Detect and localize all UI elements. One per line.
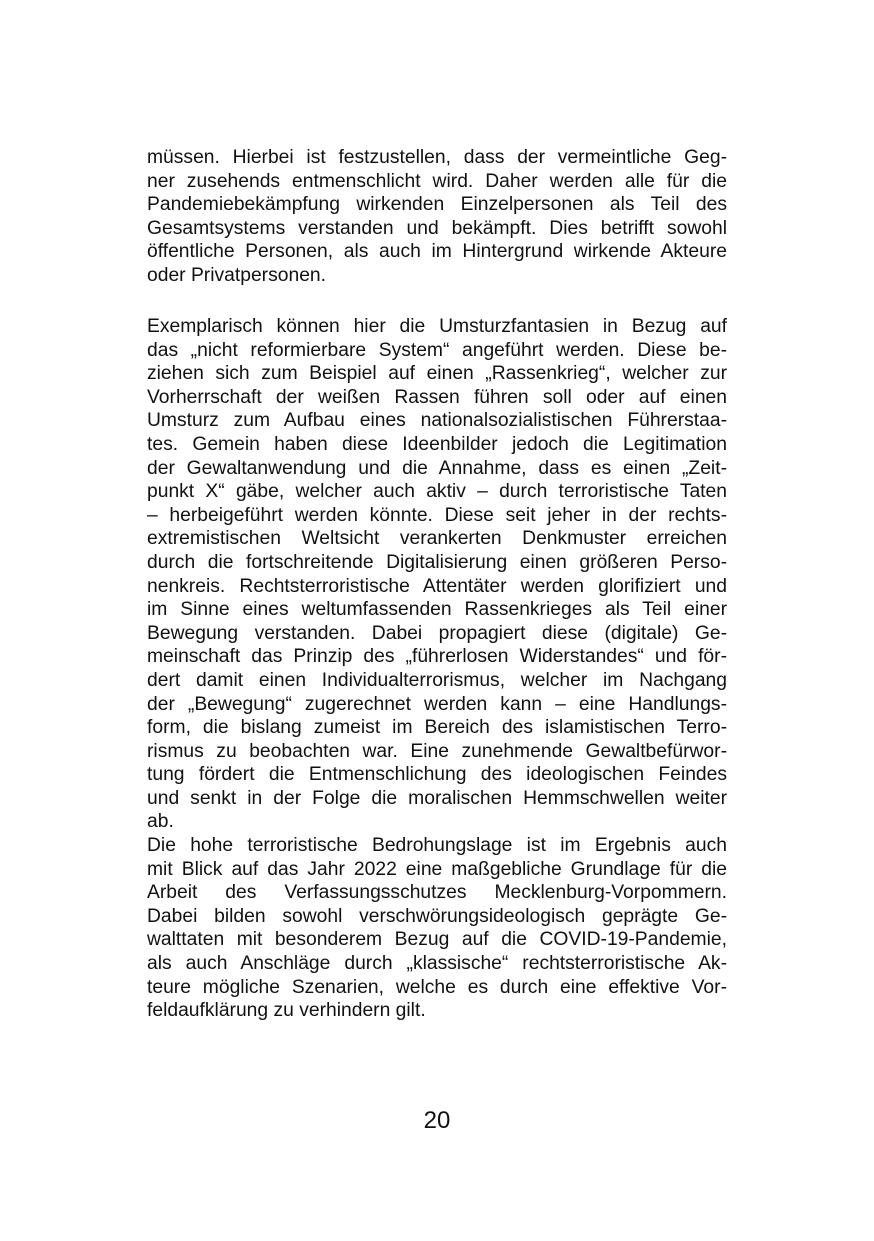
text-line: nenkreis. Rechtsterroristische Attentäter werden glorifiziert und: [147, 575, 727, 597]
text-line: durch die fortschreitende Digitalisierung einen größeren Perso-: [147, 551, 727, 573]
paragraph-2-and-3: [147, 315, 727, 1023]
text-line: tung fördert die Entmenschlichung des ideologischen Feindes: [147, 764, 727, 786]
text-line: Gesamtsystems verstanden und bekämpft. Dies betrifft sowohl: [147, 217, 727, 239]
text-line: Vorherrschaft der weißen Rassen führen soll oder auf einen: [147, 386, 727, 408]
text-line: das „nicht reformierbare System“ angeführt werden. Diese be-: [147, 339, 727, 361]
text-line: der „Bewegung“ zugerechnet werden kann – eine Handlungs-: [147, 693, 727, 715]
text-line: der Gewaltanwendung und die Annahme, dass es einen „Zeit-: [147, 457, 727, 479]
text-line: Pandemiebekämpfung wirkenden Einzelpersonen als Teil des: [147, 194, 727, 216]
text-line: Die hohe terroristische Bedrohungslage ist im Ergebnis auch: [147, 835, 727, 857]
page-number: 20: [423, 1107, 451, 1134]
text-line: Dabei bilden sowohl verschwörungsideologisch geprägte Ge-: [147, 905, 727, 927]
text-line: teure mögliche Szenarien, welche es durch eine effektive Vor-: [147, 976, 727, 998]
text-line: und senkt in der Folge die moralischen Hemmschwellen weiter: [147, 787, 727, 809]
text-line: Bewegung verstanden. Dabei propagiert diese (digitale) Ge-: [147, 622, 727, 644]
text-line: ziehen sich zum Beispiel auf einen „Rassenkrieg“, welcher zur: [147, 363, 727, 385]
text-line: punkt X“ gäbe, welcher auch aktiv – durch terroristische Taten: [147, 481, 727, 503]
text-line: müssen. Hierbei ist festzustellen, dass der vermeintliche Geg-: [147, 147, 727, 168]
text-line: Exemplarisch können hier die Umsturzfantasien in Bezug auf: [147, 316, 727, 337]
text-line: tes. Gemein haben diese Ideenbilder jedoch die Legitimation: [147, 433, 727, 455]
text-line: als auch Anschläge durch „klassische“ rechtsterroristische Ak-: [147, 953, 727, 975]
text-line: feldaufklärung zu verhindern gilt.: [147, 1000, 426, 1022]
text-line: walttaten mit besonderem Bezug auf die COVID-19-Pandemie,: [147, 929, 727, 951]
text-line: mit Blick auf das Jahr 2022 eine maßgebliche Grundlage für die: [147, 858, 727, 880]
text-line: – herbeigeführt werden könnte. Diese seit jeher in der rechts-: [147, 504, 727, 526]
text-line: Umsturz zum Aufbau eines nationalsozialistischen Führerstaa-: [147, 410, 727, 432]
text-line: dert damit einen Individualterrorismus, welcher im Nachgang: [147, 669, 727, 691]
text-line: meinschaft das Prinzip des „führerlosen Widerstandes“ und för-: [147, 646, 727, 668]
paragraph-1: [147, 146, 727, 288]
text-line: ab.: [147, 811, 174, 833]
text-line: öffentliche Personen, als auch im Hintergrund wirkende Akteure: [147, 241, 727, 263]
text-line: oder Privatpersonen.: [147, 264, 326, 286]
text-line: ner zusehends entmenschlicht wird. Daher werden alle für die: [147, 170, 727, 192]
text-line: rismus zu beobachten war. Eine zunehmende Gewaltbefürwor-: [147, 740, 727, 762]
text-line: form, die bislang zumeist im Bereich des islamistischen Terro-: [147, 717, 727, 739]
text-line: extremistischen Weltsicht verankerten Denkmuster erreichen: [147, 528, 727, 550]
text-line: Arbeit des Verfassungsschutzes Mecklenburg-Vorpommern.: [147, 882, 727, 904]
text-line: im Sinne eines weltumfassenden Rassenkrieges als Teil einer: [147, 599, 727, 621]
